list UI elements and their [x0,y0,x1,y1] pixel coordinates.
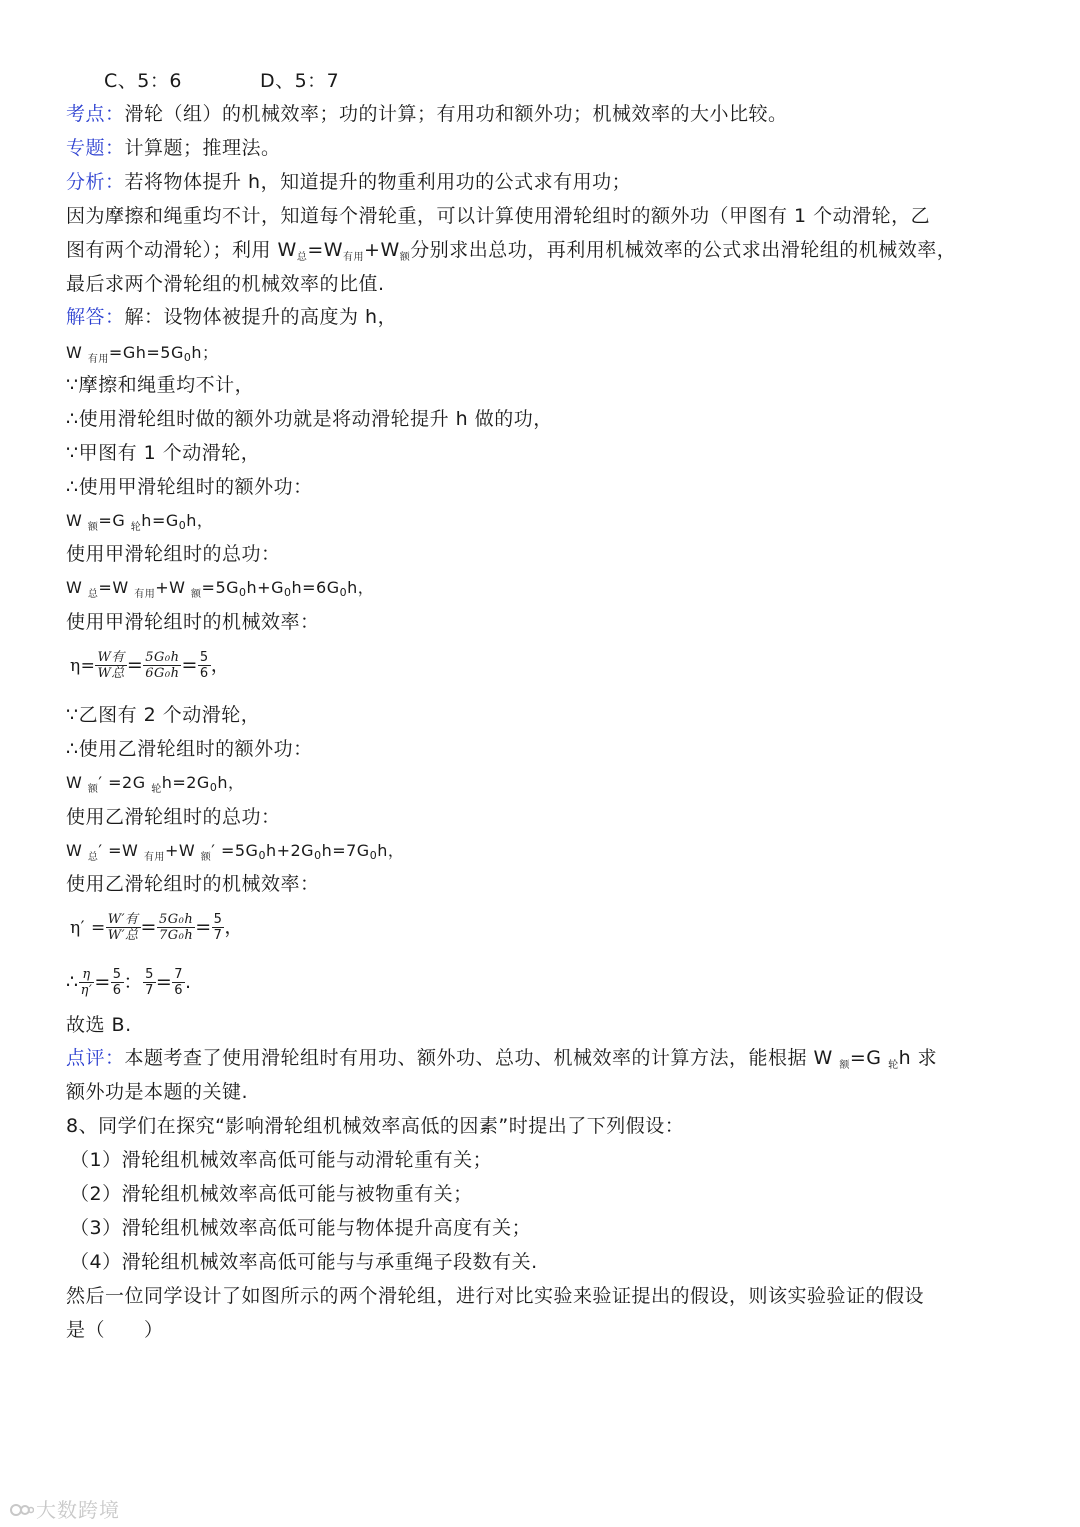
w-total-a-line [66,573,1026,610]
eq-text: h， [186,511,214,530]
kaodian-text: 滑轮（组）的机械效率；功的计算；有用功和额外功；机械效率的大小比较。 [124,103,788,125]
denominator: 6 [199,666,209,681]
w-label: W [66,841,88,860]
sub-zero: 0 [314,849,322,862]
step-line: ∴使用滑轮组时做的额外功就是将动滑轮提升 h 做的功， [66,408,553,430]
denominator: W总 [97,666,125,681]
question-8-option: （2）滑轮组机械效率高低可能与被物重有关； [70,1183,473,1205]
eq-text: h， [377,841,405,860]
numerator: 5 [145,967,154,982]
sub-e: 额 [200,852,212,863]
punct: . [185,971,192,993]
eta-b-formula: η′ = $\frac{\text{W′有}}{\text{W′总}}$ = $\frac{\text{5G₀h}}{\text{7G₀h}}$ = $\frac{5}{7}$ ， [70,912,244,943]
fenxi-label: 分析： [66,171,125,193]
fraction [143,967,156,998]
watermark [10,1494,120,1523]
eq-text: h=2G [161,773,210,792]
w-label: W [66,511,88,530]
kaodian-label: 考点： [66,103,125,125]
fenxi-text-3a: 图有两个动滑轮）；利用 W [66,239,297,261]
eq-text: ′ =W [98,841,144,860]
denominator: W′总 [107,928,139,943]
sub-zero: 0 [239,586,247,599]
fenxi-text-3d: 分别求出总功，再利用机械效率的公式求出滑轮组的机械效率， [410,239,957,261]
question-8-tail-1: 然后一位同学设计了如图所示的两个滑轮组，进行对比实验来验证提出的假设，则该实验验证的假设 [66,1285,925,1307]
sub-e: 额 [87,784,99,795]
step-line: ∵乙图有 2 个动滑轮， [66,704,261,726]
eq-text: h=G [141,511,179,530]
eq-text: h； [191,343,219,362]
numerator: 7 [174,967,184,982]
eq-text: ′ =5G [211,841,259,860]
eq-text: =G [98,511,131,530]
denominator: 7 [145,983,154,998]
sub-youyong: 有用 [143,852,165,863]
denominator: 7G₀h [158,928,194,943]
denominator: 6 [174,983,184,998]
sub-e: 额 [839,1060,850,1071]
eq-text: ′ =2G [98,773,152,792]
choice-d: D、5：7 [259,70,340,92]
eq-text: h， [217,773,245,792]
jieda-text: 解：设物体被提升的高度为 h， [124,306,398,328]
eq-text: h=6G [291,578,340,597]
fraction [143,650,181,681]
kaodian-line [66,99,1026,129]
sub-zero: 0 [339,586,348,599]
sub-zero: 0 [178,519,187,532]
fraction [198,650,211,681]
choice-line [104,66,1064,96]
step-line: 使用甲滑轮组时的机械效率： [66,611,320,633]
ratio-formula: ∴ $\frac{\eta}{\eta'}$ = $\frac{5}{6}$ ： $\frac{5}{7}$ = $\frac{7}{6}$ . [66,967,192,998]
fraction [95,650,126,681]
jieda-line [66,302,1026,332]
denominator: η′ [80,983,93,998]
sub-zero: 0 [183,351,192,364]
eta-a-formula: η= $\frac{\text{W有}}{\text{W总}}$ = $\frac{\text{5G₀h}}{\text{6G₀h}}$ = $\frac{5}{6}$ ， [70,650,231,681]
numerator: 5 [199,650,209,665]
sub-e: 额 [399,252,411,263]
step-line: 使用乙滑轮组时的总功： [66,806,281,828]
w-extra-b-line [66,768,1026,805]
w-total-b-line [66,836,1026,873]
jieda-label: 解答： [66,306,125,328]
zhuanti-label: 专题： [66,137,125,159]
punct: ， [224,916,244,938]
answer-line: 故选 B. [66,1014,132,1036]
question-8-option: （3）滑轮组机械效率高低可能与物体提升高度有关； [70,1217,532,1239]
eq-text: h=7G [321,841,370,860]
dianping-line-1 [66,1043,1026,1081]
dianping-text: =G [849,1047,889,1069]
eq-text: h+G [246,578,284,597]
numerator: 5G₀h [145,650,180,665]
denominator: 6 [112,983,122,998]
step-line: 使用乙滑轮组时的机械效率： [66,873,320,895]
sub-zong: 总 [296,252,308,263]
fraction [172,967,185,998]
therefore-symbol: ∴ [66,971,79,993]
ratio-sep: ： [123,971,144,993]
eta-symbol: η= [70,656,96,676]
sub-zong: 总 [87,589,99,600]
fenxi-line-2: 因为摩擦和绳重均不计，知道每个滑轮重，可以计算使用滑轮组时的额外功（甲图有 1 个动滑轮，乙 [66,205,931,227]
fraction [212,912,225,943]
sub-youyong: 有用 [134,589,156,600]
step-line: ∴使用乙滑轮组时的额外功： [66,738,313,760]
sub-zero: 0 [369,849,378,862]
fenxi-text-1: 若将物体提升 h，知道提升的物重利用功的公式求有用功； [124,171,632,193]
eq-text: h， [347,578,375,597]
fraction [106,912,141,943]
dianping-text: h 求 [898,1047,938,1069]
zhuanti-line [66,133,1026,163]
fenxi-line-3 [66,235,1026,273]
w-label: W [66,773,88,792]
question-8-stem: 8、同学们在探究“影响滑轮组机械效率高低的因素”时提出了下列假设： [66,1115,685,1137]
dianping-text: 本题考查了使用滑轮组时有用功、额外功、总功、机械效率的计算方法，能根据 W [124,1047,840,1069]
sub-lun: 轮 [130,522,142,533]
watermark-text: 大数跨境 [36,1498,120,1522]
eq-text: +W [164,841,201,860]
sub-youyong: 有用 [87,354,109,365]
watermark-logo-icon [10,1501,34,1519]
eq-text: =5G [201,578,240,597]
eq-text: =W [98,578,135,597]
sub-zero: 0 [209,781,218,794]
fenxi-line-1 [66,167,1026,197]
sub-youyong: 有用 [343,252,365,263]
dianping-line-2: 额外功是本题的关键. [66,1081,249,1103]
punct: ， [210,654,231,676]
eta-symbol: η′ = [70,918,106,938]
sub-e: 额 [191,589,202,600]
sub-lun: 轮 [151,784,162,795]
question-8-tail-2: 是（ ） [66,1319,164,1341]
numerator: W′有 [107,912,139,927]
fraction [79,967,95,998]
eq-text: h+2G [265,841,315,860]
fenxi-line-4: 最后求两个滑轮组的机械效率的比值. [66,273,385,295]
w-extra-a-line [66,506,1026,543]
sub-e: 额 [87,522,99,533]
dianping-label: 点评： [66,1047,125,1069]
question-8-option: （1）滑轮组机械效率高低可能与动滑轮重有关； [70,1149,493,1171]
denominator: 6G₀h [145,666,180,681]
w-label: W [66,578,88,597]
fenxi-text-3c: +W [364,239,400,261]
step-line: ∵甲图有 1 个动滑轮， [66,442,261,464]
step-line: ∴使用甲滑轮组时的额外功： [66,476,313,498]
numerator: 5G₀h [158,912,194,927]
sub-zero: 0 [258,849,266,862]
step-line: ∵摩擦和绳重均不计， [66,374,255,396]
sub-zero: 0 [283,586,292,599]
w-label: W [66,343,88,362]
step-line: 使用甲滑轮组时的总功： [66,543,281,565]
numerator: W有 [97,650,125,665]
sub-zong: 总 [87,852,99,863]
denominator: 7 [213,928,223,943]
numerator: 5 [213,912,223,927]
numerator: η [79,967,95,983]
eq-text: =Gh=5G [108,343,184,362]
choice-c: C、5：6 [104,70,182,92]
fraction [157,912,195,943]
question-8-option: （4）滑轮组机械效率高低可能与与承重绳子段数有关. [70,1251,538,1273]
numerator: 5 [112,967,122,982]
fenxi-text-3b: =W [307,239,344,261]
fraction [111,967,124,998]
eq-text: +W [155,578,192,597]
zhuanti-text: 计算题；推理法。 [124,137,281,159]
sub-lun: 轮 [888,1060,899,1071]
